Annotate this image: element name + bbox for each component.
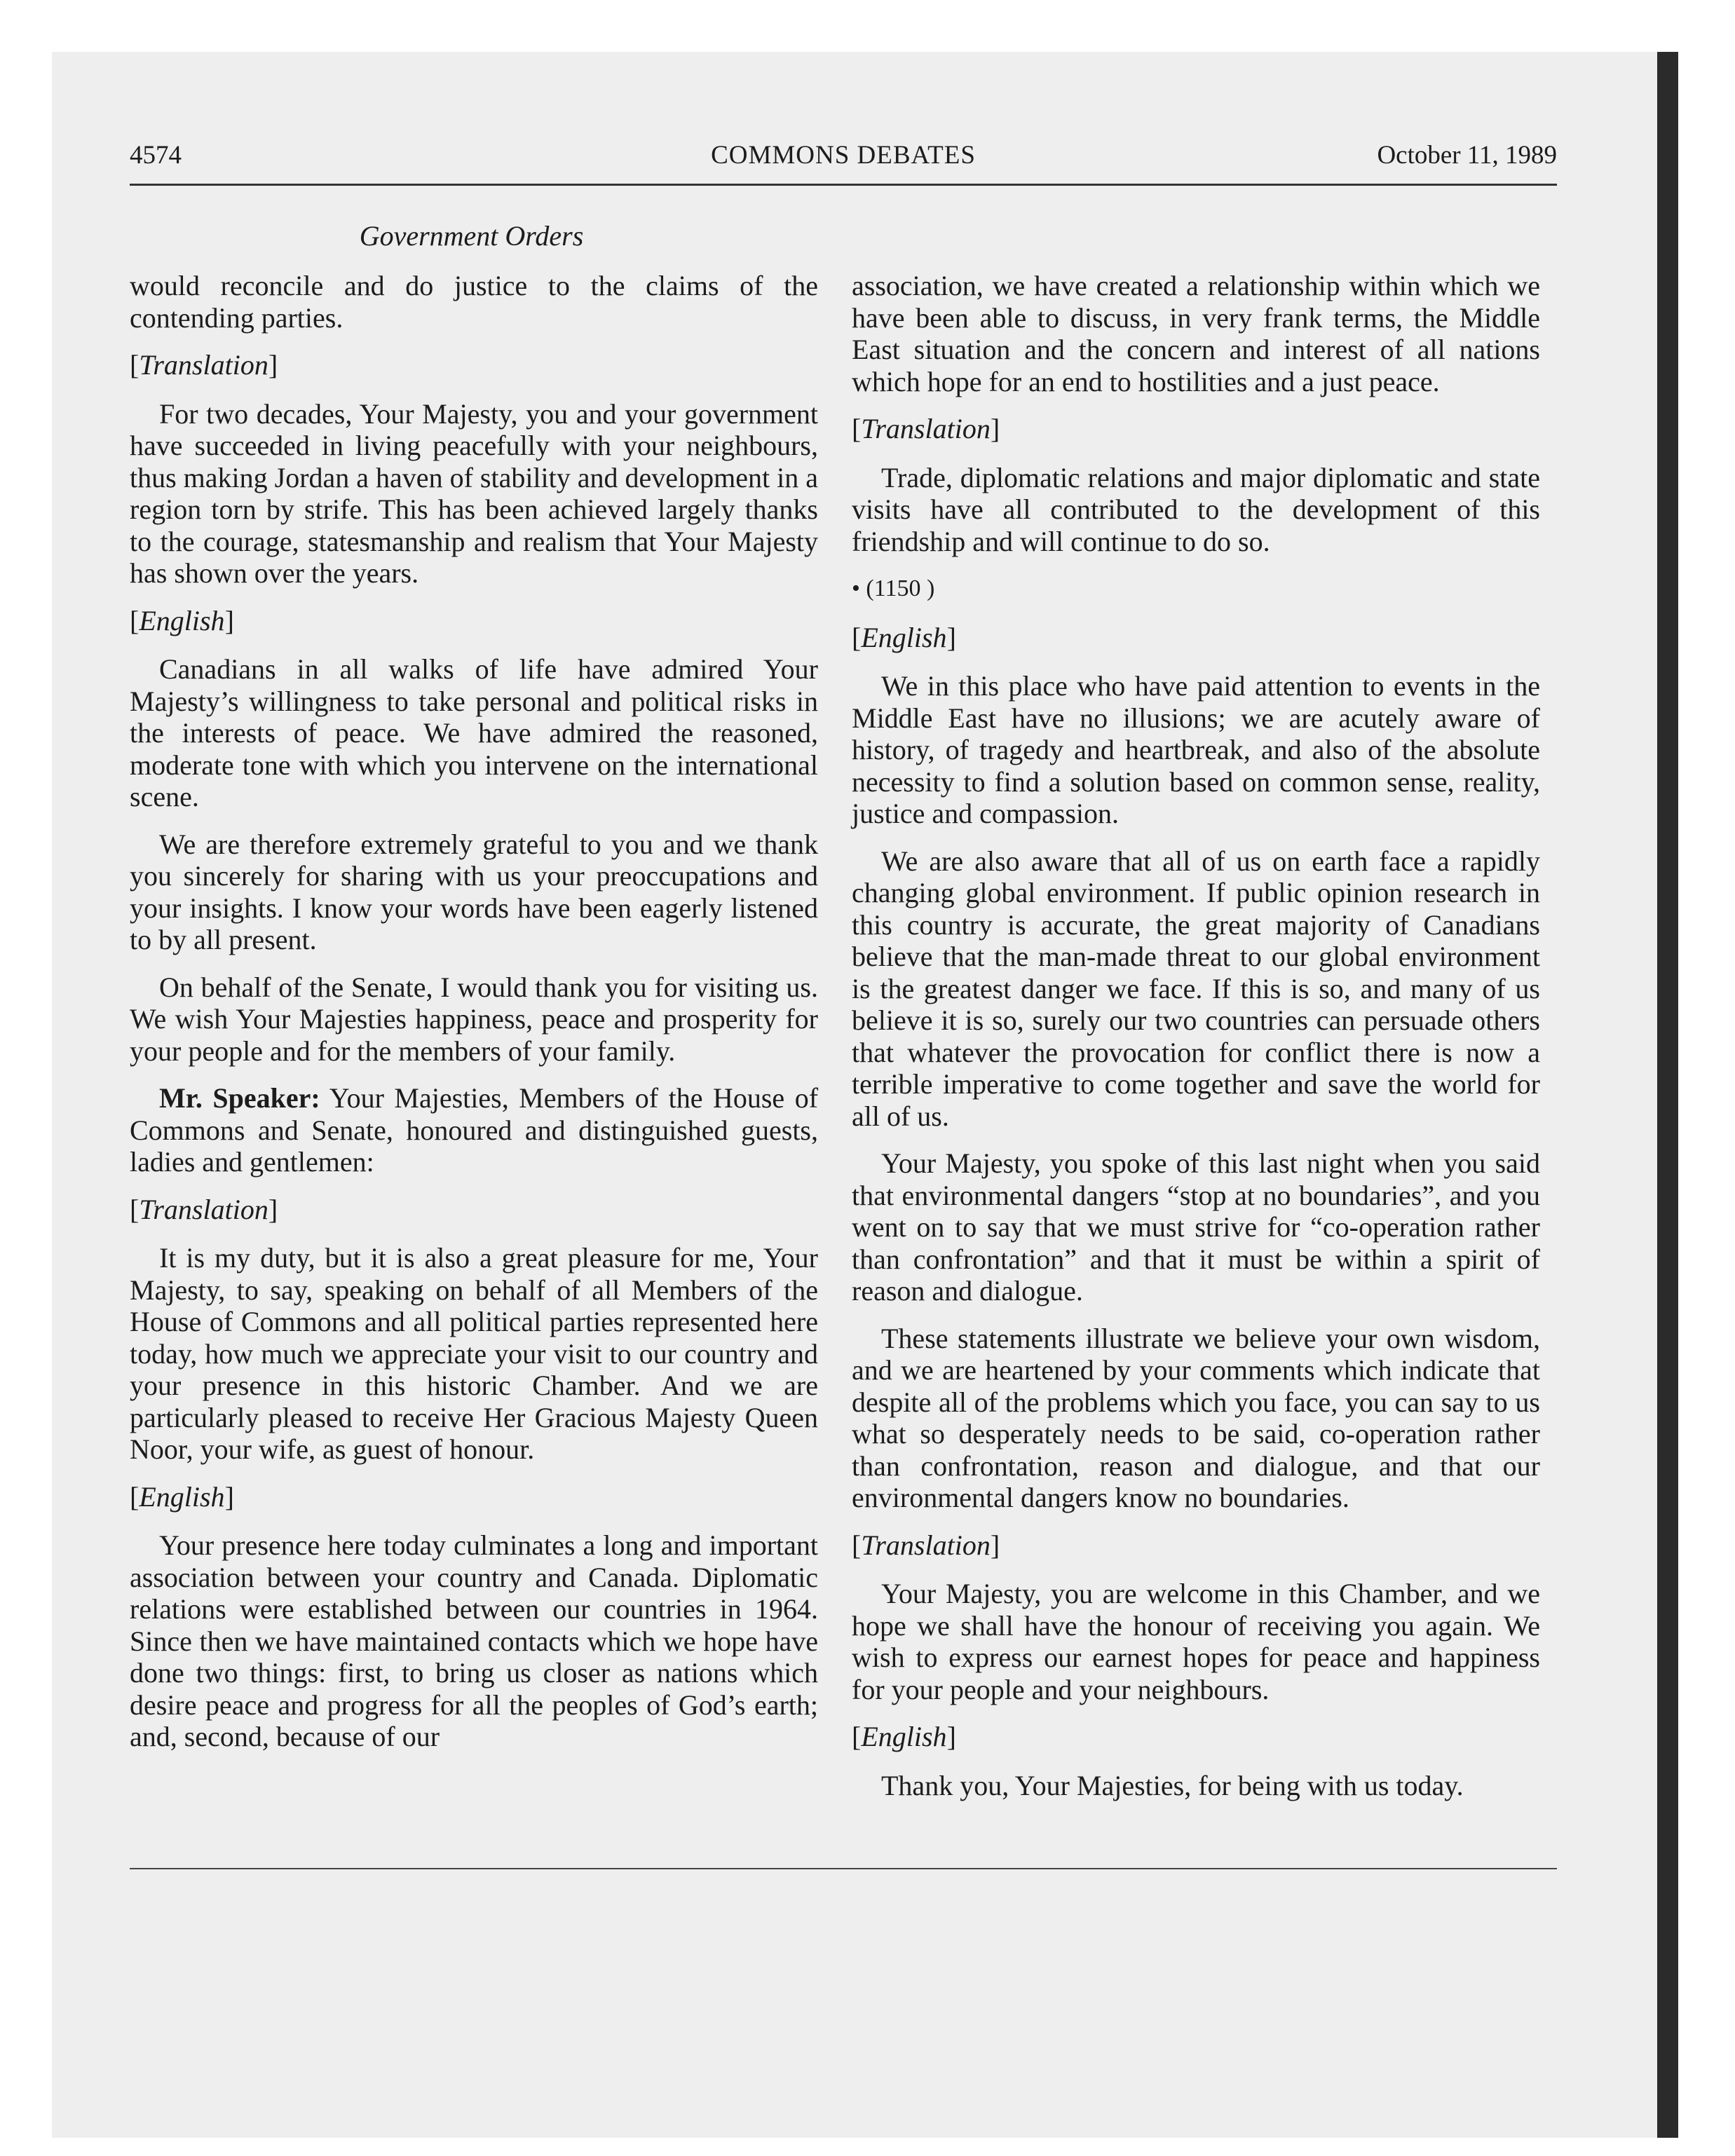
speaker-text: Your Majesties, Members of the House of Commons and Senate, honoured and distinguished guests, ladies and gentlemen:	[130, 1082, 819, 1178]
header-rule	[130, 184, 1557, 186]
speaker-paragraph	[130, 1082, 818, 1178]
language-tag-label: English	[861, 621, 947, 653]
language-tag-label: Translation	[861, 1529, 991, 1561]
paragraph: We are therefore extremely grateful to you and we thank you sincerely for sharing with us your preoccupations and your insights. I know your words have been eagerly listened to by all present.	[130, 828, 818, 955]
paragraph: Trade, diplomatic relations and major diplomatic and state visits have all contributed to the development of this friendship and will continue to do so.	[852, 461, 1540, 557]
section-heading: Government Orders	[359, 220, 584, 252]
paragraph: These statements illustrate we believe your own wisdom, and we are heartened by your comments which indicate that despite all of the problems which you face, you can say to us what so desperately needs to be said, co-operation rather than confrontation, reason and dialogue, and that our environmental dangers know no boundaries.	[852, 1322, 1540, 1513]
language-tag: [English]	[130, 1480, 234, 1513]
paragraph: We in this place who have paid attention to events in the Middle East have no illusions; we are acutely aware of history, of tragedy and heartbreak, and also of the absolute necessity to find a solution based on common sense, reality, justice and compassion.	[852, 670, 1540, 829]
paragraph: Thank you, Your Majesties, for being with us today.	[881, 1769, 1464, 1801]
issue-date: October 11, 1989	[1377, 141, 1557, 170]
language-tag-label: English	[139, 1480, 225, 1513]
page-header	[130, 140, 1557, 182]
language-tag-label: Translation	[861, 413, 991, 444]
speaker-name: Mr. Speaker:	[159, 1082, 320, 1114]
language-tag: [English]	[130, 604, 234, 636]
language-tag-label: Translation	[139, 349, 268, 381]
right-column	[852, 270, 1540, 1817]
language-tag: [English]	[852, 621, 956, 653]
paragraph: Your Majesty, you spoke of this last night when you said that environmental dangers “stop at no boundaries”, and you went on to say that we must strive for “co-operation rather than confrontation” and that it must be within a spirit of reason and dialogue.	[852, 1147, 1540, 1306]
paragraph: It is my duty, but it is also a great pleasure for me, Your Majesty, to say, speaking on behalf of all Members of the House of Commons and all political parties represented here today, how much we appreciate your visit to our country and your presence in this historic Chamber. And we are particularly pleased to receive Her Gracious Majesty Queen Noor, your wife, as guest of honour.	[130, 1242, 818, 1465]
scan-edge-shadow	[1657, 52, 1678, 2138]
language-tag: [Translation]	[852, 413, 1000, 444]
footer-rule	[130, 1868, 1557, 1869]
language-tag-label: English	[861, 1721, 947, 1752]
paragraph: Your Majesty, you are welcome in this Chamber, and we hope we shall have the honour of receiving you again. We wish to express our earnest hopes for peace and happiness for your people and your neighbours.	[852, 1578, 1540, 1705]
time-marker: • (1150 )	[852, 575, 935, 601]
paragraph: Canadians in all walks of life have admired Your Majesty’s willingness to take personal and political risks in the interests of peace. We have admired the reasoned, moderate tone with which you intervene on the international scene.	[130, 653, 818, 812]
page-number: 4574	[130, 141, 182, 170]
language-tag-label: Translation	[139, 1193, 268, 1225]
journal-title: COMMONS DEBATES	[711, 141, 976, 170]
language-tag: [English]	[852, 1721, 956, 1752]
paragraph: Your presence here today culminates a long and important association between your country and Canada. Diplomatic relations were established between our countries in 1964. Since then we have maintained contacts which we hope have done two things: first, to bring us closer as nations which desire peace and progress for all the peoples of God’s earth; and, second, because of our	[130, 1529, 818, 1752]
paragraph: We are also aware that all of us on earth face a rapidly changing global environment. If public opinion research in this country is accurate, the great majority of Canadians believe that the man-made threat to our global environment is the greatest danger we face. If this is so, and many of us believe it is so, surely our two countries can persuade others that whatever the provocation for conflict there is now a terrible imperative to come together and save the world for all of us.	[852, 845, 1540, 1132]
language-tag-label: English	[139, 604, 225, 636]
paragraph: On behalf of the Senate, I would thank you for visiting us. We wish Your Majesties happiness, peace and prosperity for your people and for the members of your family.	[130, 971, 818, 1067]
paragraph: association, we have created a relationship within which we have been able to discuss, in very frank terms, the Middle East situation and the concern and interest of all nations which hope for an end to hostilities and a just peace.	[852, 270, 1540, 397]
language-tag: [Translation]	[130, 349, 278, 381]
language-tag: [Translation]	[852, 1529, 1000, 1561]
paragraph: would reconcile and do justice to the claims of the contending parties.	[130, 270, 818, 334]
left-column	[130, 270, 818, 1768]
language-tag: [Translation]	[130, 1193, 278, 1225]
paragraph: For two decades, Your Majesty, you and your government have succeeded in living peacefully with your neighbours, thus making Jordan a haven of stability and development in a region torn by strife. This has been achieved largely thanks to the courage, statesmanship and realism that Your Majesty has shown over the years.	[130, 397, 818, 589]
